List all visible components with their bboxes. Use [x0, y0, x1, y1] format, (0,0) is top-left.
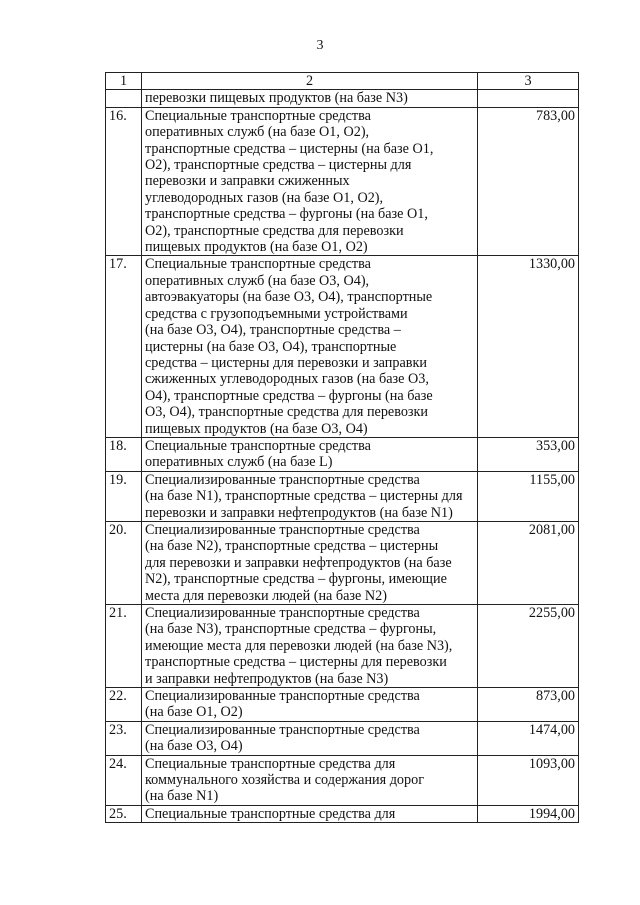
row-number: 17. — [106, 256, 142, 437]
table-header-row — [106, 73, 579, 90]
row-value — [478, 90, 579, 107]
row-description: Специальные транспортные средства оперативных служб (на базе L) — [142, 437, 478, 471]
row-number: 19. — [106, 471, 142, 521]
rates-table — [105, 72, 579, 823]
row-number: 16. — [106, 107, 142, 256]
row-number — [106, 90, 142, 107]
row-description: Специальные транспортные средства для — [142, 805, 478, 822]
row-description: Специальные транспортные средства оперативных служб (на базе O3, O4), автоэвакуаторы (на базе O3, O4), транспортные средства с грузоподъемными устройствами (на базе O3, O4), транспортные средства – цистерны (на базе O3, O4), транспортные средства – цистерны для перевозки и заправки сжиженных углеводородных газов (на базе O3, O4), транспортные средства – фургоны (на базе O3, O4), транспортные средства для перевозки пищевых продуктов (на базе O3, O4) — [142, 256, 478, 437]
column-header-3: 3 — [478, 73, 579, 90]
row-value: 873,00 — [478, 688, 579, 722]
row-description: Специализированные транспортные средства (на базе O3, O4) — [142, 721, 478, 755]
row-value: 1994,00 — [478, 805, 579, 822]
row-description: Специализированные транспортные средства (на базе N1), транспортные средства – цистерны для перевозки и заправки нефтепродуктов (на базе N1) — [142, 471, 478, 521]
row-value: 353,00 — [478, 437, 579, 471]
row-number: 22. — [106, 688, 142, 722]
row-description: Специальные транспортные средства для коммунального хозяйства и содержания дорог (на базе N1) — [142, 755, 478, 805]
row-value: 1155,00 — [478, 471, 579, 521]
row-value: 2255,00 — [478, 605, 579, 688]
row-number: 18. — [106, 437, 142, 471]
page-number: 3 — [316, 38, 324, 53]
table-row — [106, 605, 579, 688]
table-row — [106, 107, 579, 256]
row-value: 2081,00 — [478, 521, 579, 604]
row-description: перевозки пищевых продуктов (на базе N3) — [142, 90, 478, 107]
table-row — [106, 755, 579, 805]
row-description: Специальные транспортные средства оперативных служб (на базе O1, O2), транспортные средства – цистерны (на базе O1, O2), транспортные средства – цистерны для перевозки и заправки сжиженных углеводородных газов (на базе O1, O2), транспортные средства – фургоны (на базе O1, O2), транспортные средства для перевозки пищевых продуктов (на базе O1, O2) — [142, 107, 478, 256]
table-row — [106, 521, 579, 604]
row-value: 1093,00 — [478, 755, 579, 805]
column-header-2: 2 — [142, 73, 478, 90]
row-description: Специализированные транспортные средства (на базе N3), транспортные средства – фургоны, имеющие места для перевозки людей (на базе N3), транспортные средства – цистерны для перевозки и заправки нефтепродуктов (на базе N3) — [142, 605, 478, 688]
row-number: 20. — [106, 521, 142, 604]
table-row — [106, 437, 579, 471]
table-row — [106, 688, 579, 722]
row-value: 783,00 — [478, 107, 579, 256]
column-header-1: 1 — [106, 73, 142, 90]
row-value: 1474,00 — [478, 721, 579, 755]
table-row — [106, 256, 579, 437]
table-row — [106, 471, 579, 521]
table-row — [106, 90, 579, 107]
row-number: 23. — [106, 721, 142, 755]
row-number: 21. — [106, 605, 142, 688]
row-number: 25. — [106, 805, 142, 822]
table-row — [106, 805, 579, 822]
row-description: Специализированные транспортные средства (на базе O1, O2) — [142, 688, 478, 722]
row-value: 1330,00 — [478, 256, 579, 437]
row-number: 24. — [106, 755, 142, 805]
row-description: Специализированные транспортные средства (на базе N2), транспортные средства – цистерны для перевозки и заправки нефтепродуктов (на базе N2), транспортные средства – фургоны, имеющие места для перевозки людей (на базе N2) — [142, 521, 478, 604]
table-row — [106, 721, 579, 755]
